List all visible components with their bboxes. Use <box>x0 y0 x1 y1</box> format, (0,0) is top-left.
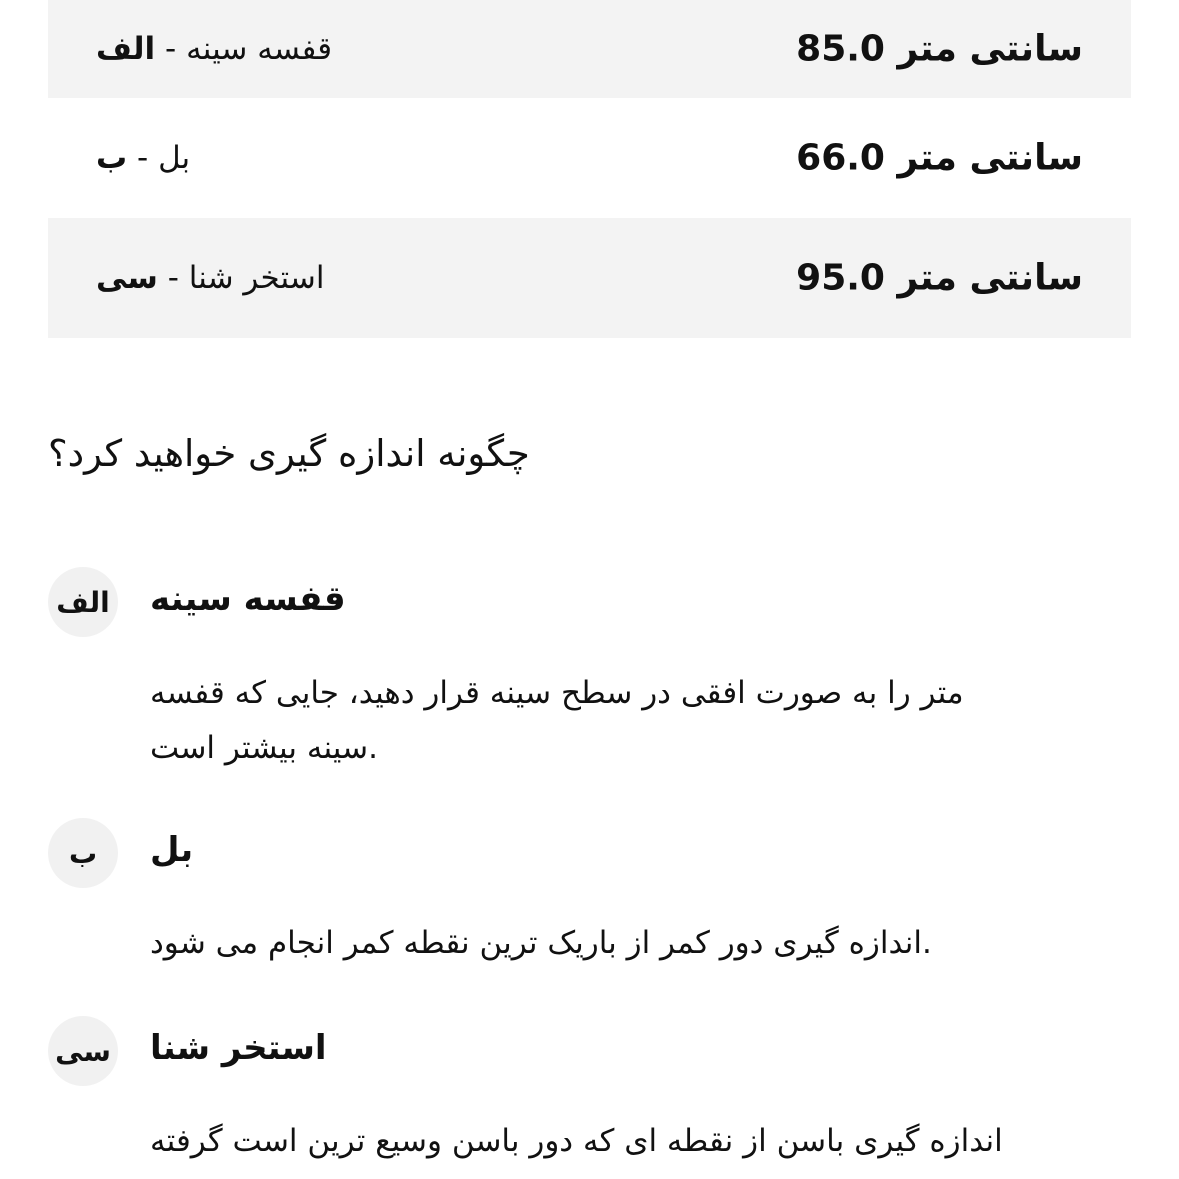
measure-name: بل <box>150 830 194 870</box>
measure-description-line: متر را به صورت افقی در سطح سینه قرار دهید، جایی که قفسه <box>150 675 964 711</box>
size-label: استخر شنا - سی <box>96 260 325 296</box>
measure-name: قفسه سینه <box>150 579 346 619</box>
measure-description-line: .اندازه گیری دور کمر از باریک ترین نقطه کمر انجام می شود <box>150 925 932 961</box>
size-row-chest <box>48 0 1131 98</box>
size-row-hip <box>48 218 1131 338</box>
measure-description-line: اندازه گیری باسن از نقطه ای که دور باسن وسیع ترین است گرفته <box>150 1123 1003 1159</box>
size-label: قفسه سینه - الف <box>96 31 333 67</box>
measure-name: استخر شنا <box>150 1028 327 1068</box>
size-value: سانتی متر 85.0 <box>796 28 1083 70</box>
measure-badge: ب <box>48 818 118 888</box>
measure-badge: سی <box>48 1016 118 1086</box>
size-label: بل - ب <box>96 140 191 176</box>
size-table <box>48 0 1131 338</box>
measure-badge: الف <box>48 567 118 637</box>
how-to-measure-title: چگونه اندازه گیری خواهید کرد؟ <box>48 432 530 475</box>
size-value: سانتی متر 66.0 <box>796 137 1083 179</box>
measure-description-line: .سینه بیشتر است <box>150 730 378 766</box>
size-value: سانتی متر 95.0 <box>796 257 1083 299</box>
size-row-waist <box>48 98 1131 218</box>
